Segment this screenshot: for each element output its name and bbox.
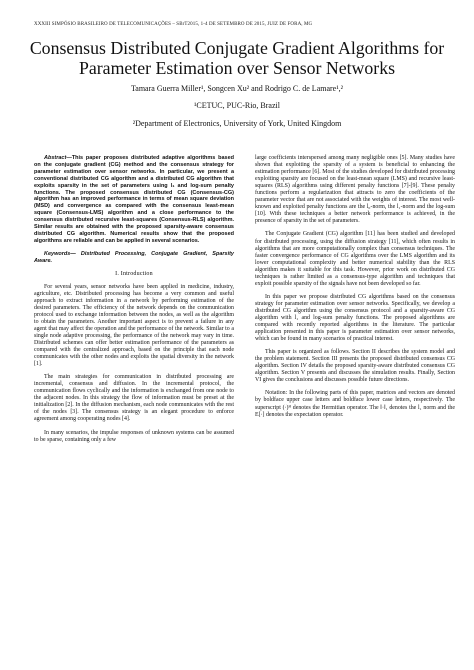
abstract-label: Abstract	[44, 155, 67, 161]
affiliation-1: ¹CETUC, PUC-Rio, Brazil	[194, 101, 280, 110]
paragraph: The main strategies for communication in distributed processing are incremental, consensus and diffusion. In the incremental protocol, the communication flows cyclically and the information is exchanged from one node to the adjacent nodes. In this strategy the flow of information must be preset at the initialization [2]. In the diffusion mechanism, each node communicates with the rest of the nodes [3]. The consensus strategy is an elegant procedure to enforce agreement among cooperating nodes [4].	[34, 374, 234, 423]
keywords-label: Keywords—	[44, 250, 76, 257]
paragraph: large coefficients interspersed among many negligible ones [5]. Many studies have shown that exploiting the sparsity of a system is beneficial to enhancing the estimation performance [6]. Most of the studies developed for distributed processing exploiting sparsity are focused on the least-mean square (LMS) and recursive least-squares (RLS) algorithms using different penalty functions [7]-[9]. These penalty functions perform a regularization that attracts to zero the coefficients of the parameter vector that are not associated with the weights of interest. The most well-known and exploited penalty functions are the l₀-norm, the l₁-norm and the log-sum [10]. With these techniques a better network performance is achieved, in the presence of sparsity in the set of parameters.	[255, 155, 455, 225]
running-head: XXXIII SIMPÓSIO BRASILEIRO DE TELECOMUNICAÇÕES – SBrT2015, 1-4 DE SETEMBRO DE 2015, JUIZ DE FORA, MG	[34, 22, 313, 27]
author-list: Tamara Guerra Miller¹, Songcen Xu² and Rodrigo C. de Lamare¹,²	[130, 84, 344, 93]
paragraph: For several years, sensor networks have been applied in medicine, industry, agriculture, etc. Distributed processing has become a very common and useful approach to extract information in a network by performing estimation of the desired parameters. The efficiency of the network depends on the communication protocol used to exchange information between the nodes, as well as the algorithm to obtain the parameters. Another important aspect is to prevent a failure in any agent that may affect the operation and the performance of the network. Similar to a single node adaptive processing, the performance of the network may vary in time. Distributed schemes can offer better estimation performance of the parameters as compared with the centralized approach, based on the principle that each node communicates with the other nodes and exploits the spatial diversity in the network [1].	[34, 283, 234, 368]
paragraph: In this paper we propose distributed CG algorithms based on the consensus strategy for parameter estimation over sensor networks. Specifically, we develop a distributed CG algorithm using the consensus protocol and a sparsity-aware CG algorithm with l₁ and log-sum penalty functions. The proposed algorithms are compared with recently reported algorithms in the literature. The particular application presented in this paper is parameter estimation over sensor networks, which can be found in many scenarios of practical interest.	[255, 293, 455, 343]
keywords	[34, 251, 234, 265]
paragraph: Notation: In the following parts of this paper, matrices and vectors are denoted by boldface upper case letters and boldface lower case letters, respectively. The superscript (·)ᴴ denotes the Hermitian operator. The ‖·‖₁ denotes the l₁ norm and the E[·] denotes the expectation operator.	[255, 390, 455, 418]
abstract-text: —This paper proposes distributed adaptive algorithms based on the conjugate gradient (CG) method and the consensus strategy for parameter estimation over sensor networks. In particular, we present a conventional distributed CG algorithm and a distributed CG algorithm that exploits sparsity in the set of parameters using l₁ and log-sum penalty functions. The proposed consensus distributed CG (Consensus-CG) algorithm has an improved performance in terms of mean square deviation (MSD) and convergence as compared with the consensus least-mean square (Consensus-LMS) algorithm and a close performance to the consensus distributed recursive least-squares (Consensus-RLS) algorithm. Similar results are obtained with the proposed sparsity-aware consensus distributed CG algorithm. Numerical results show that the proposed algorithms are reliable and can be applied in several scenarios.	[34, 155, 234, 244]
paper-title: Consensus Distributed Conjugate Gradient Algorithms for Parameter Estimation over Sensor Networks	[29, 38, 445, 78]
abstract	[34, 155, 234, 245]
section-heading-introduction: I. Introduction	[115, 270, 153, 277]
paragraph: The Conjugate Gradient (CG) algorithm [11] has been studied and developed for distributed processing, using the diffusion strategy [11], which often results in algorithms that are more computationally complex than consensus techniques. The faster convergence performance of CG algorithms over the LMS algorithm and its lower computational complexity and better numerical stability than the RLS algorithm makes it suitable for this task. However, prior work on distributed CG techniques is rather limited as a consensus-type algorithm and techniques that exploit possible sparsity of the signals have not been developed so far.	[255, 231, 455, 287]
paragraph: This paper is organized as follows. Section II describes the system model and the problem statement. Section III presents the proposed distributed consensus CG algorithm. Section IV details the proposed sparsity-aware distributed consensus CG algorithm. Section V presents and discusses the simulation results. Finally, Section VI gives the conclusions and discusses possible future directions.	[255, 349, 455, 384]
affiliation-2: ²Department of Electronics, University of York, United Kingdom	[132, 119, 342, 128]
left-column	[34, 155, 234, 450]
right-column	[255, 155, 455, 425]
paragraph: In many scenarios, the impulse responses of unknown systems can be assumed to be sparse, containing only a few	[34, 429, 234, 443]
keywords-text: Distributed Processing, Conjugate Gradient, Sparsity Aware.	[34, 250, 234, 264]
